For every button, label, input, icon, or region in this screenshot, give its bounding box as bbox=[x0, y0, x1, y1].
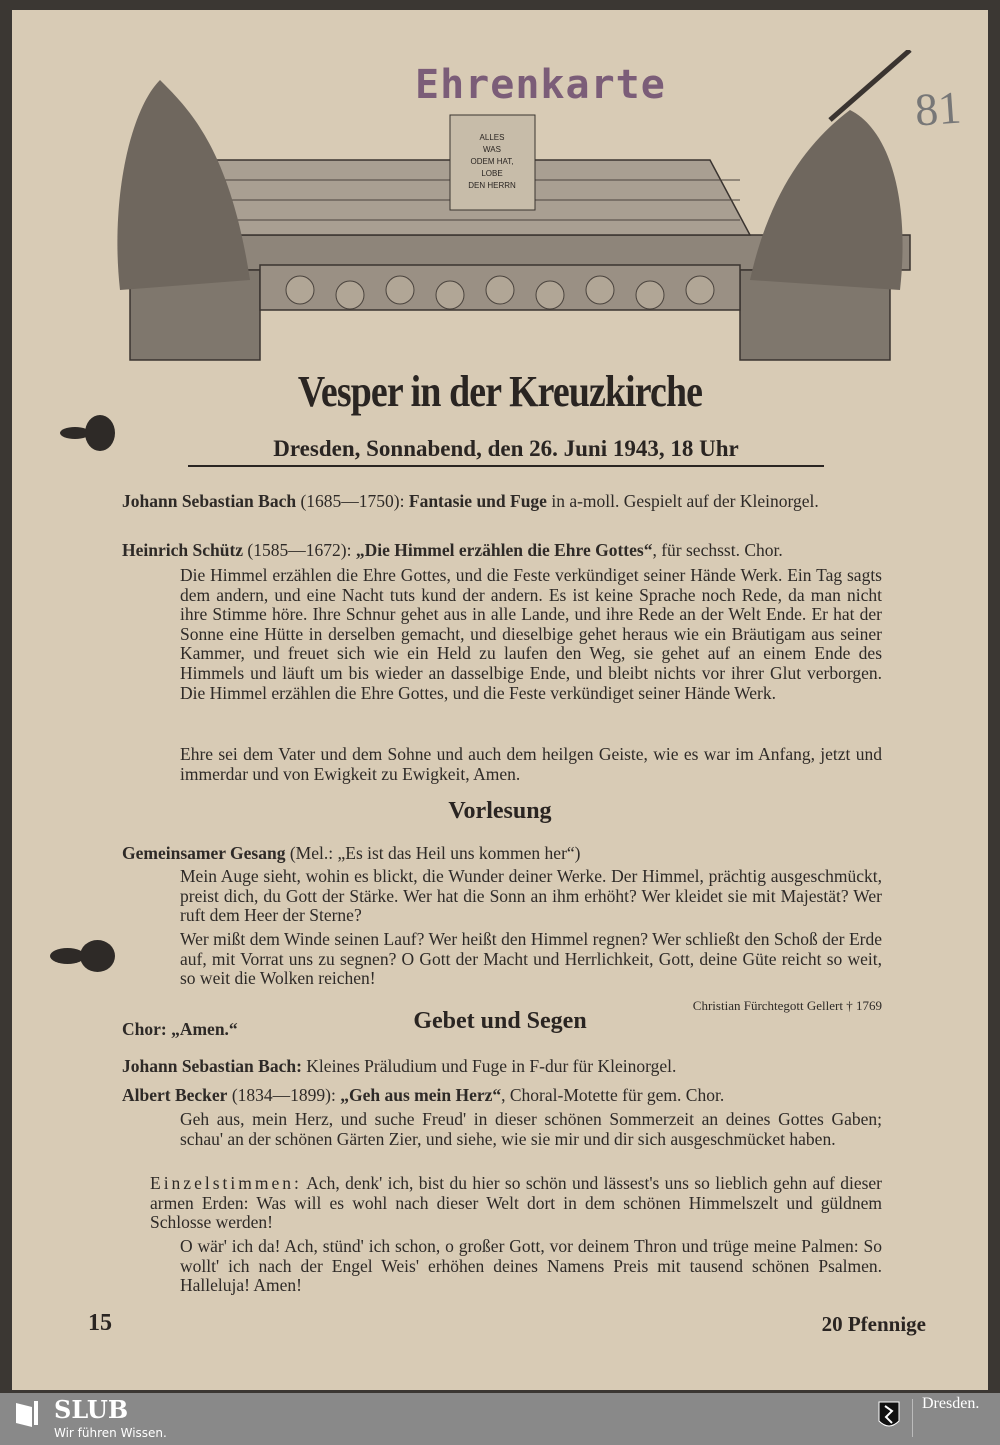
lyrics-text: Ach, denk' ich, bist du hier so schön und lässest's uns so lieblich gehn auf dieser armen Erden: Was will es wohl nach dieser Welt dort in dem schönen Himmelszelt und güldnem Schlosse werden! bbox=[150, 1173, 882, 1233]
dates: (1834—1899): bbox=[227, 1085, 341, 1105]
page-number: 15 bbox=[88, 1310, 112, 1336]
slub-footer-bar bbox=[0, 1393, 1000, 1445]
work-detail: in a-moll. Gespielt auf der Kleinorgel. bbox=[546, 491, 819, 511]
lyrics-text: Mein Auge sieht, wohin es blickt, die Wunder deiner Werke. Der Himmel, prächtig ausgeschmückt, preist dich, du Gott der Stärke. Wer hat die Sonn an ihm erhöht? Wer kleidet sie mit Majestät? Wer ruft dem Heer der Sterne? bbox=[180, 866, 882, 926]
svg-text:LOBE: LOBE bbox=[481, 169, 503, 178]
item-label: Gemeinsamer Gesang bbox=[122, 843, 286, 863]
divider bbox=[912, 1399, 913, 1437]
composer: Heinrich Schütz bbox=[122, 540, 244, 560]
svg-text:WAS: WAS bbox=[483, 145, 501, 154]
lyrics-text: O wär' ich da! Ach, stünd' ich schon, o großer Gott, vor deinem Thron und trüge meine Palmen: So wollt' ich nach der Engel Weis' erhöhen deines Namens Preis mit tausend schönen Psalmen. Halleluja! Amen! bbox=[180, 1236, 882, 1296]
ehrenkarte-stamp: Ehrenkarte bbox=[415, 62, 666, 108]
dates: (1685—1750): bbox=[296, 491, 409, 511]
section-heading-gebet: Gebet und Segen bbox=[413, 1008, 587, 1034]
lyrics-text: Geh aus, mein Herz, und suche Freud' in dieser schönen Sommerzeit an deines Gottes Gaben; schau' an der schönen Gärten Zier, und siehe, wie sie mir und dir sich ausgeschmücket haben. bbox=[180, 1109, 882, 1149]
dates: (1585—1672): bbox=[243, 540, 356, 560]
punch-hole bbox=[80, 940, 115, 972]
work-title: „Geh aus mein Herz“ bbox=[340, 1085, 502, 1105]
lyrics-text: Ehre sei dem Vater und dem Sohne und auch dem heilgen Geiste, wie es war im Anfang, jetzt und immerdar und von Ewigkeit zu Ewigkeit, Amen. bbox=[180, 744, 882, 784]
work-title: Kleines Präludium und Fuge in F-dur für Kleinorgel. bbox=[301, 1056, 677, 1076]
punch-hole bbox=[60, 427, 90, 439]
lyrics-text: Die Himmel erzählen die Ehre Gottes, und die Feste verkündiget seiner Hände Werk. Ein Tag sagts dem andern, und eine Nacht tuts kund der andern. Es ist keine Sprache noch Rede, da man nicht ihre Stimme höre. Ihre Schnur gehet aus in alle Lande, und ihre Rede an der Welt Ende. Er hat der Sonne eine Hütte in derselben gemacht, und dieselbige gehet heraus wie ein Bräutigam aus seiner Kammer, und freuet sich wie ein Held zu laufen den Weg, sie gehet auf an einem Ende des Himmels und läuft um bis wieder an dasselbige Ende, und bleibt nichts vor ihrer Glut verborgen. Die Himmel erzählen die Ehre Gottes, und die Feste verkündiget seiner Hände Werk. bbox=[180, 565, 882, 703]
melody: (Mel.: „Es ist das Heil uns kommen her“) bbox=[285, 843, 581, 863]
slub-slogan: Wir führen Wissen. bbox=[54, 1426, 167, 1440]
punch-hole bbox=[50, 948, 85, 964]
book-icon bbox=[12, 1399, 42, 1429]
dresden-coat-of-arms-icon bbox=[878, 1401, 900, 1431]
slub-logo[interactable]: SLUB bbox=[54, 1395, 129, 1424]
pencil-mark: 81 bbox=[913, 81, 963, 136]
section-heading-vorlesung: Vorlesung bbox=[448, 798, 552, 824]
work-title: Fantasie und Fuge bbox=[408, 491, 547, 511]
svg-text:ALLES: ALLES bbox=[479, 133, 505, 142]
angel-right bbox=[750, 110, 903, 290]
program-item-becker bbox=[122, 1086, 882, 1106]
dresden-logo[interactable]: Dresden. bbox=[922, 1395, 980, 1412]
price: 20 Pfennige bbox=[821, 1312, 926, 1336]
event-date: Dresden, Sonnabend, den 26. Juni 1943, 18 Uhr bbox=[188, 436, 824, 467]
solo-label: Einzelstimmen: bbox=[150, 1173, 302, 1193]
program-item-bach-praeludium bbox=[122, 1057, 882, 1077]
program-item-schuetz bbox=[122, 541, 882, 561]
program-item-bach-fantasie bbox=[122, 492, 882, 512]
composer: Albert Becker bbox=[122, 1085, 228, 1105]
svg-text:ODEM HAT,: ODEM HAT, bbox=[470, 157, 514, 166]
work-detail: , für sechsst. Chor. bbox=[652, 540, 783, 560]
svg-text:DEN HERRN: DEN HERRN bbox=[468, 181, 516, 190]
choir-amen: Chor: „Amen.“ bbox=[122, 1019, 238, 1039]
lyrics-solo bbox=[150, 1174, 882, 1233]
hymn-author: Christian Fürchtegott Gellert † 1769 bbox=[692, 998, 882, 1013]
work-detail: , Choral-Motette für gem. Chor. bbox=[501, 1085, 725, 1105]
page-title: Vesper in der Kreuzkirche bbox=[297, 367, 703, 416]
composer: Johann Sebastian Bach: bbox=[122, 1056, 302, 1076]
composer: Johann Sebastian Bach bbox=[122, 491, 297, 511]
lyrics-text: Wer mißt dem Winde seinen Lauf? Wer heißt den Himmel regnen? Wer schließt den Schoß der Erde auf, mit Vorrat uns zu segnen? O Gott der Macht und Herrlichkeit, Gott, deine Güte reicht so weit, so weit die Wolken reichen! bbox=[180, 929, 882, 989]
program-item-gesang bbox=[122, 844, 882, 864]
work-title: „Die Himmel erzählen die Ehre Gottes“ bbox=[355, 540, 653, 560]
